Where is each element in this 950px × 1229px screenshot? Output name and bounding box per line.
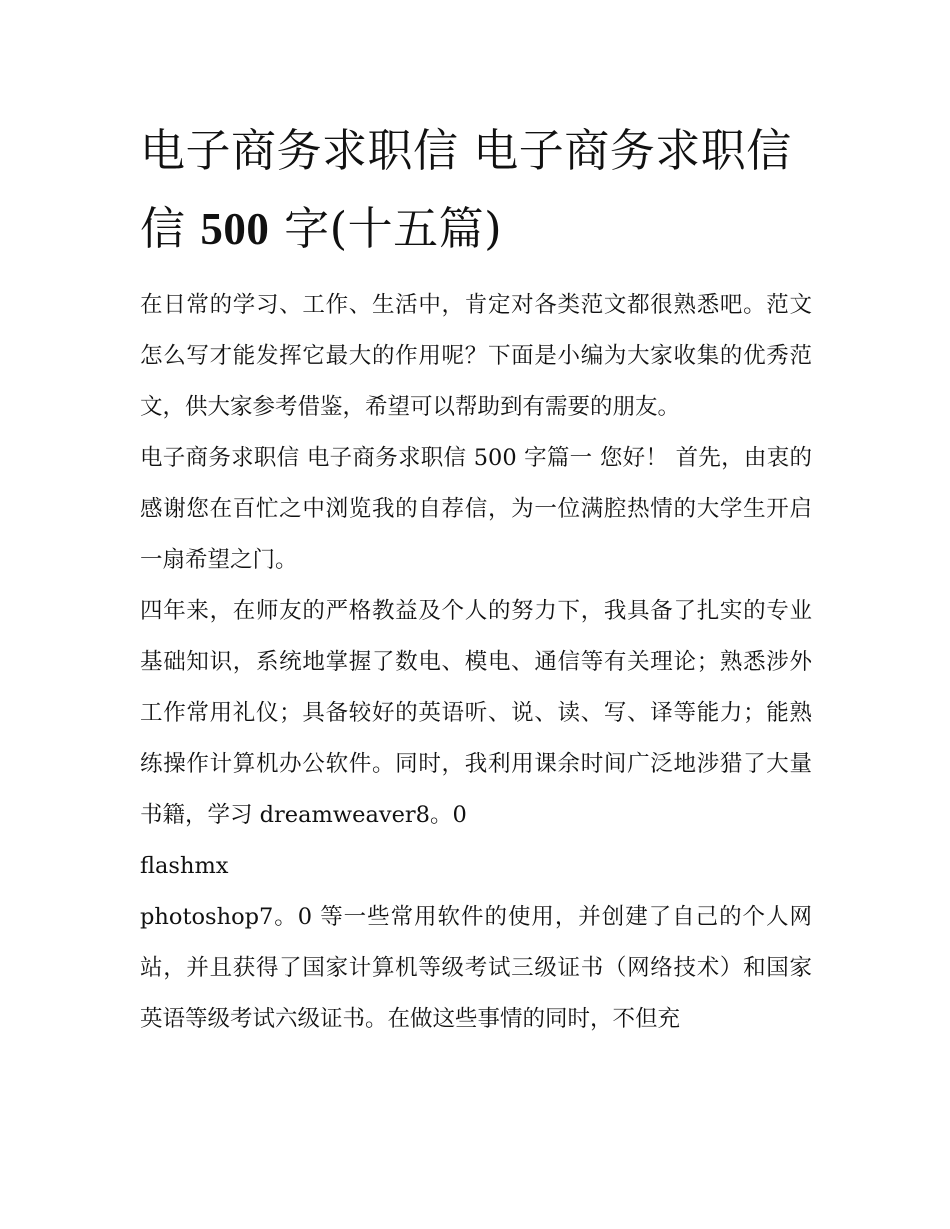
document-title [140, 112, 812, 268]
title-number: 500 [200, 204, 270, 254]
software-line: flashmx [140, 853, 229, 879]
achievements-paragraph: photoshop7。0 等一些常用软件的使用，并创建了自己的个人网站，并且获得了国家计算机等级考试三级证书（网络技术）和国家英语等级考试六级证书。在做这些事情的同时，不但充 [140, 904, 812, 1032]
skills-paragraph: 四年来，在师友的严格教益及个人的努力下，我具备了扎实的专业基础知识，系统地掌握了数电、模电、通信等有关理论；熟悉涉外工作常用礼仪；具备较好的英语听、说、读、写、译等能力；能熟练操作计算机办公软件。同时，我利用课余时间广泛地涉猎了大量书籍，学习 dreamweaver8。0 [140, 598, 812, 828]
title-text-xin: 信 [140, 202, 201, 255]
greeting-paragraph: 电子商务求职信 电子商务求职信 500 字篇一 您好！ 首先，由衷的感谢您在百忙之中浏览我的自荐信，为一位满腔热情的大学生开启一扇希望之门。 [140, 445, 812, 573]
intro-paragraph: 在日常的学习、工作、生活中，肯定对各类范文都很熟悉吧。范文怎么写才能发挥它最大的作用呢？下面是小编为大家收集的优秀范文，供大家参考借鉴，希望可以帮助到有需要的朋友。 [140, 292, 812, 420]
document-page [140, 112, 812, 1045]
title-text-part2: 字(十五篇) [284, 202, 503, 255]
title-text-part1: 电子商务求职信 电子商务求职信 [140, 124, 792, 177]
